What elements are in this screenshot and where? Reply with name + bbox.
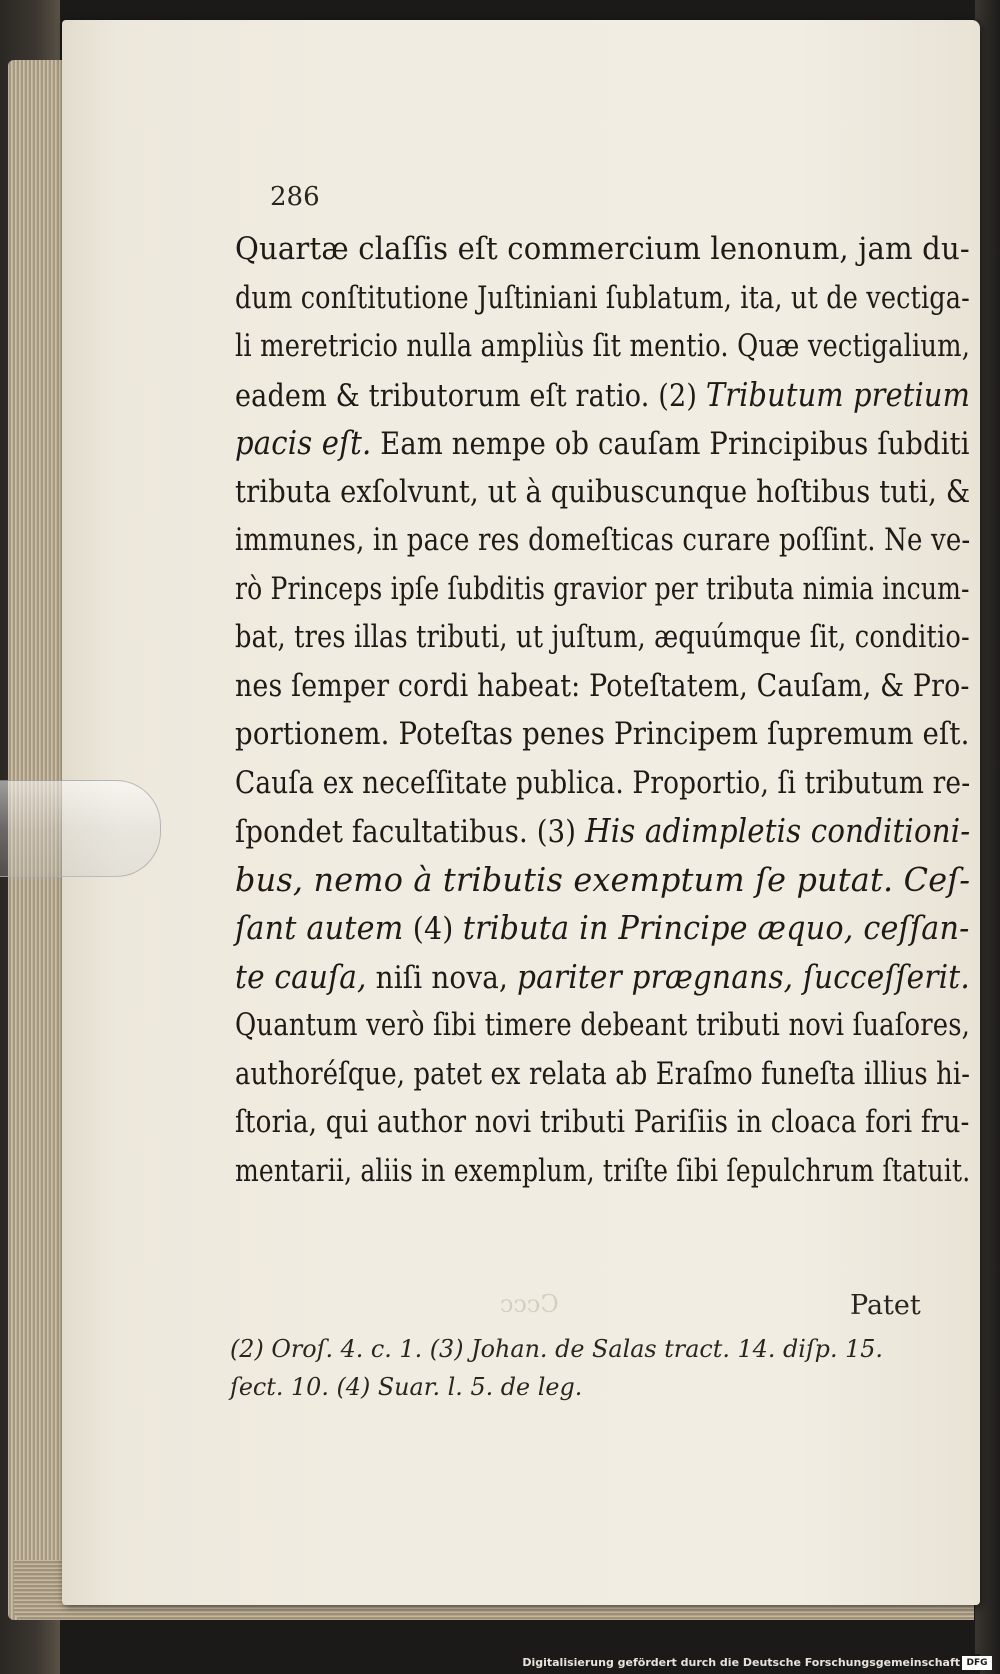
text-line: [235, 1147, 971, 1196]
text-line: [235, 1001, 971, 1050]
text-segment: rò Princeps ipſe ſubditis gravior per tributa nimia incum-: [235, 570, 970, 607]
text-segment: Cauſa ex neceſſitate publica. Proportio, ſi tributum re-: [235, 764, 971, 801]
text-line: [235, 710, 970, 759]
text-segment: ſtoria, qui author novi tributi Pariſiis in cloaca fori fru-: [235, 1104, 970, 1140]
text-segment: Quartæ claſſis eſt commercium lenonum, jam du-: [235, 231, 970, 267]
text-segment: dum conſtitutione Juſtiniani ſublatum, ita, ut de vectiga-: [235, 279, 970, 316]
text-line: [235, 516, 971, 565]
text-line: [235, 322, 971, 371]
text-line: [235, 1098, 970, 1147]
italic-segment: tributa in Principe æquo, ceſſan-: [462, 908, 970, 947]
dfg-logo: DFG: [962, 1656, 992, 1670]
text-segment: Eam nempe ob cauſam Principibus ſubditi: [371, 426, 970, 462]
catchword: Patet: [850, 1290, 921, 1321]
text-line: [235, 565, 970, 614]
text-line: [235, 807, 971, 856]
italic-segment: bus, nemo à tributis exemptum ſe putat. Ceſ-: [235, 859, 971, 899]
text-line: [235, 856, 971, 905]
text-line: [235, 225, 970, 274]
text-segment: portionem. Poteſtas penes Principem ſupremum eſt.: [235, 716, 970, 752]
text-line: [235, 759, 971, 808]
signature-mark-bleedthrough: Cccc: [500, 1290, 559, 1318]
text-segment: ſpondet facultatibus. (3): [235, 814, 586, 850]
italic-segment: ſant autem: [235, 908, 404, 947]
footnotes: [230, 1330, 970, 1406]
text-segment: mentarii, aliis in exemplum, triſte ſibi ſepulchrum ſtatuit.: [235, 1152, 971, 1189]
text-line: [235, 662, 970, 711]
text-segment: li meretricio nulla ampliùs ſit mentio. Quæ vectigalium,: [235, 328, 971, 364]
text-segment: tributa exſolvunt, ut à quibuscunque hoſtibus tuti, &: [235, 473, 971, 510]
italic-segment: Tributum pretium: [705, 374, 971, 414]
main-text-block: [235, 225, 970, 1195]
text-line: [235, 904, 970, 953]
text-segment: Quantum verò ſibi timere debeant tributi novi ſuaſores,: [235, 1007, 971, 1043]
italic-segment: pacis eſt.: [235, 423, 372, 462]
text-line: [235, 274, 970, 323]
text-line: [235, 953, 970, 1002]
footnote-line: (2) Oroſ. 4. c. 1. (3) Johan. de Salas tract. 14. diſp. 15.: [230, 1335, 884, 1363]
text-line: [235, 371, 971, 420]
text-segment: immunes, in pace res domeſticas curare poſſint. Ne ve-: [235, 522, 971, 558]
text-segment: niſi nova,: [366, 959, 517, 996]
text-segment: (4): [403, 911, 463, 947]
text-segment: nes ſemper cordi habeat: Poteſtatem, Cauſam, & Pro-: [235, 667, 970, 704]
text-line: [235, 613, 970, 662]
italic-segment: te cauſa,: [235, 956, 367, 996]
text-line: [235, 419, 970, 468]
text-segment: eadem & tributorum eſt ratio. (2): [235, 377, 706, 414]
footnote-line: ſect. 10. (4) Suar. l. 5. de leg.: [230, 1373, 583, 1401]
italic-segment: His adimpletis conditioni-: [585, 811, 971, 850]
page-holder-clip: [0, 780, 161, 877]
text-line: [235, 1050, 971, 1099]
digitization-credit: Digitalisierung gefördert durch die Deutsche Forschungsgemeinschaft: [522, 1656, 960, 1669]
text-segment: bat, tres illas tributi, ut juſtum, æquúmque ſit, conditio-: [235, 619, 970, 655]
text-line: [235, 468, 971, 517]
page-number: 286: [270, 182, 320, 212]
italic-segment: pariter prægnans, ſucceſſerit.: [516, 956, 970, 996]
text-segment: authoréſque, patet ex relata ab Eraſmo funeſta illius hi-: [235, 1055, 971, 1092]
